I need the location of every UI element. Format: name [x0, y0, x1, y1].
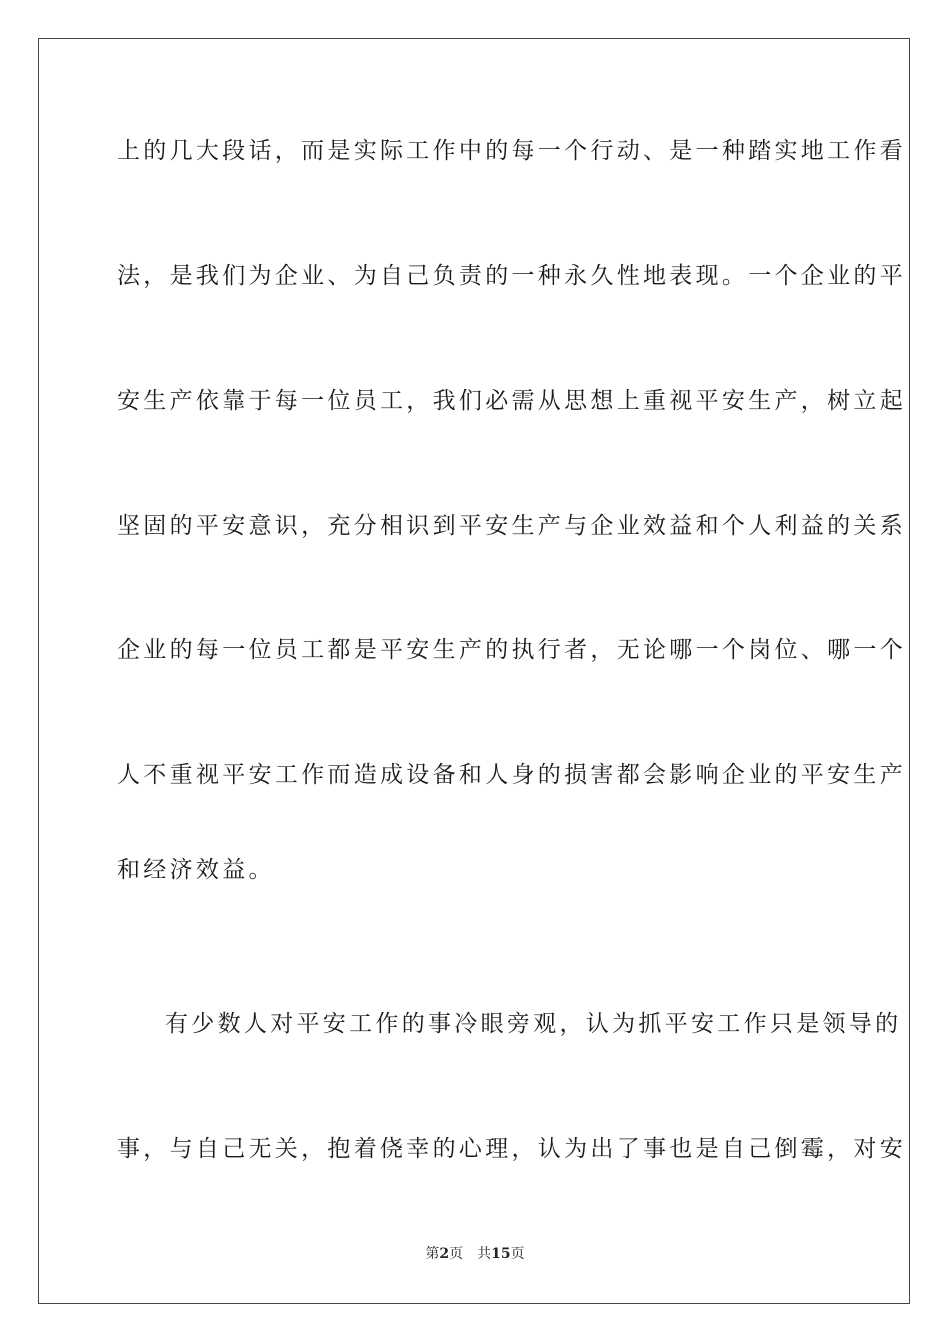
- text-line: 坚固的平安意识，充分相识到平安生产与企业效益和个人利益的关系: [117, 513, 906, 539]
- paragraph-first-line: 有少数人对平安工作的事冷眼旁观，认为抓平安工作只是领导的: [165, 1011, 902, 1037]
- page-prefix: 第: [425, 1246, 440, 1262]
- page-border: [38, 38, 910, 1304]
- text-line: 和经济效益。: [117, 857, 275, 883]
- text-line: 人不重视平安工作而造成设备和人身的损害都会影响企业的平安生产: [117, 762, 906, 788]
- total-prefix: 共: [477, 1246, 492, 1262]
- page-number: 2: [439, 1246, 450, 1262]
- total-suffix: 页: [510, 1246, 525, 1262]
- page-footer: [0, 1244, 950, 1264]
- text-line: 企业的每一位员工都是平安生产的执行者，无论哪一个岗位、哪一个: [117, 637, 906, 663]
- total-pages: 15: [491, 1246, 511, 1262]
- text-line: 安生产依靠于每一位员工，我们必需从思想上重视平安生产，树立起: [117, 388, 906, 414]
- text-line: 事，与自己无关，抱着侥幸的心理，认为出了事也是自己倒霉，对安: [117, 1136, 906, 1162]
- page-suffix: 页: [449, 1246, 464, 1262]
- text-line: 法，是我们为企业、为自己负责的一种永久性地表现。一个企业的平: [117, 263, 906, 289]
- text-line: 上的几大段话，而是实际工作中的每一个行动、是一种踏实地工作看: [117, 138, 906, 164]
